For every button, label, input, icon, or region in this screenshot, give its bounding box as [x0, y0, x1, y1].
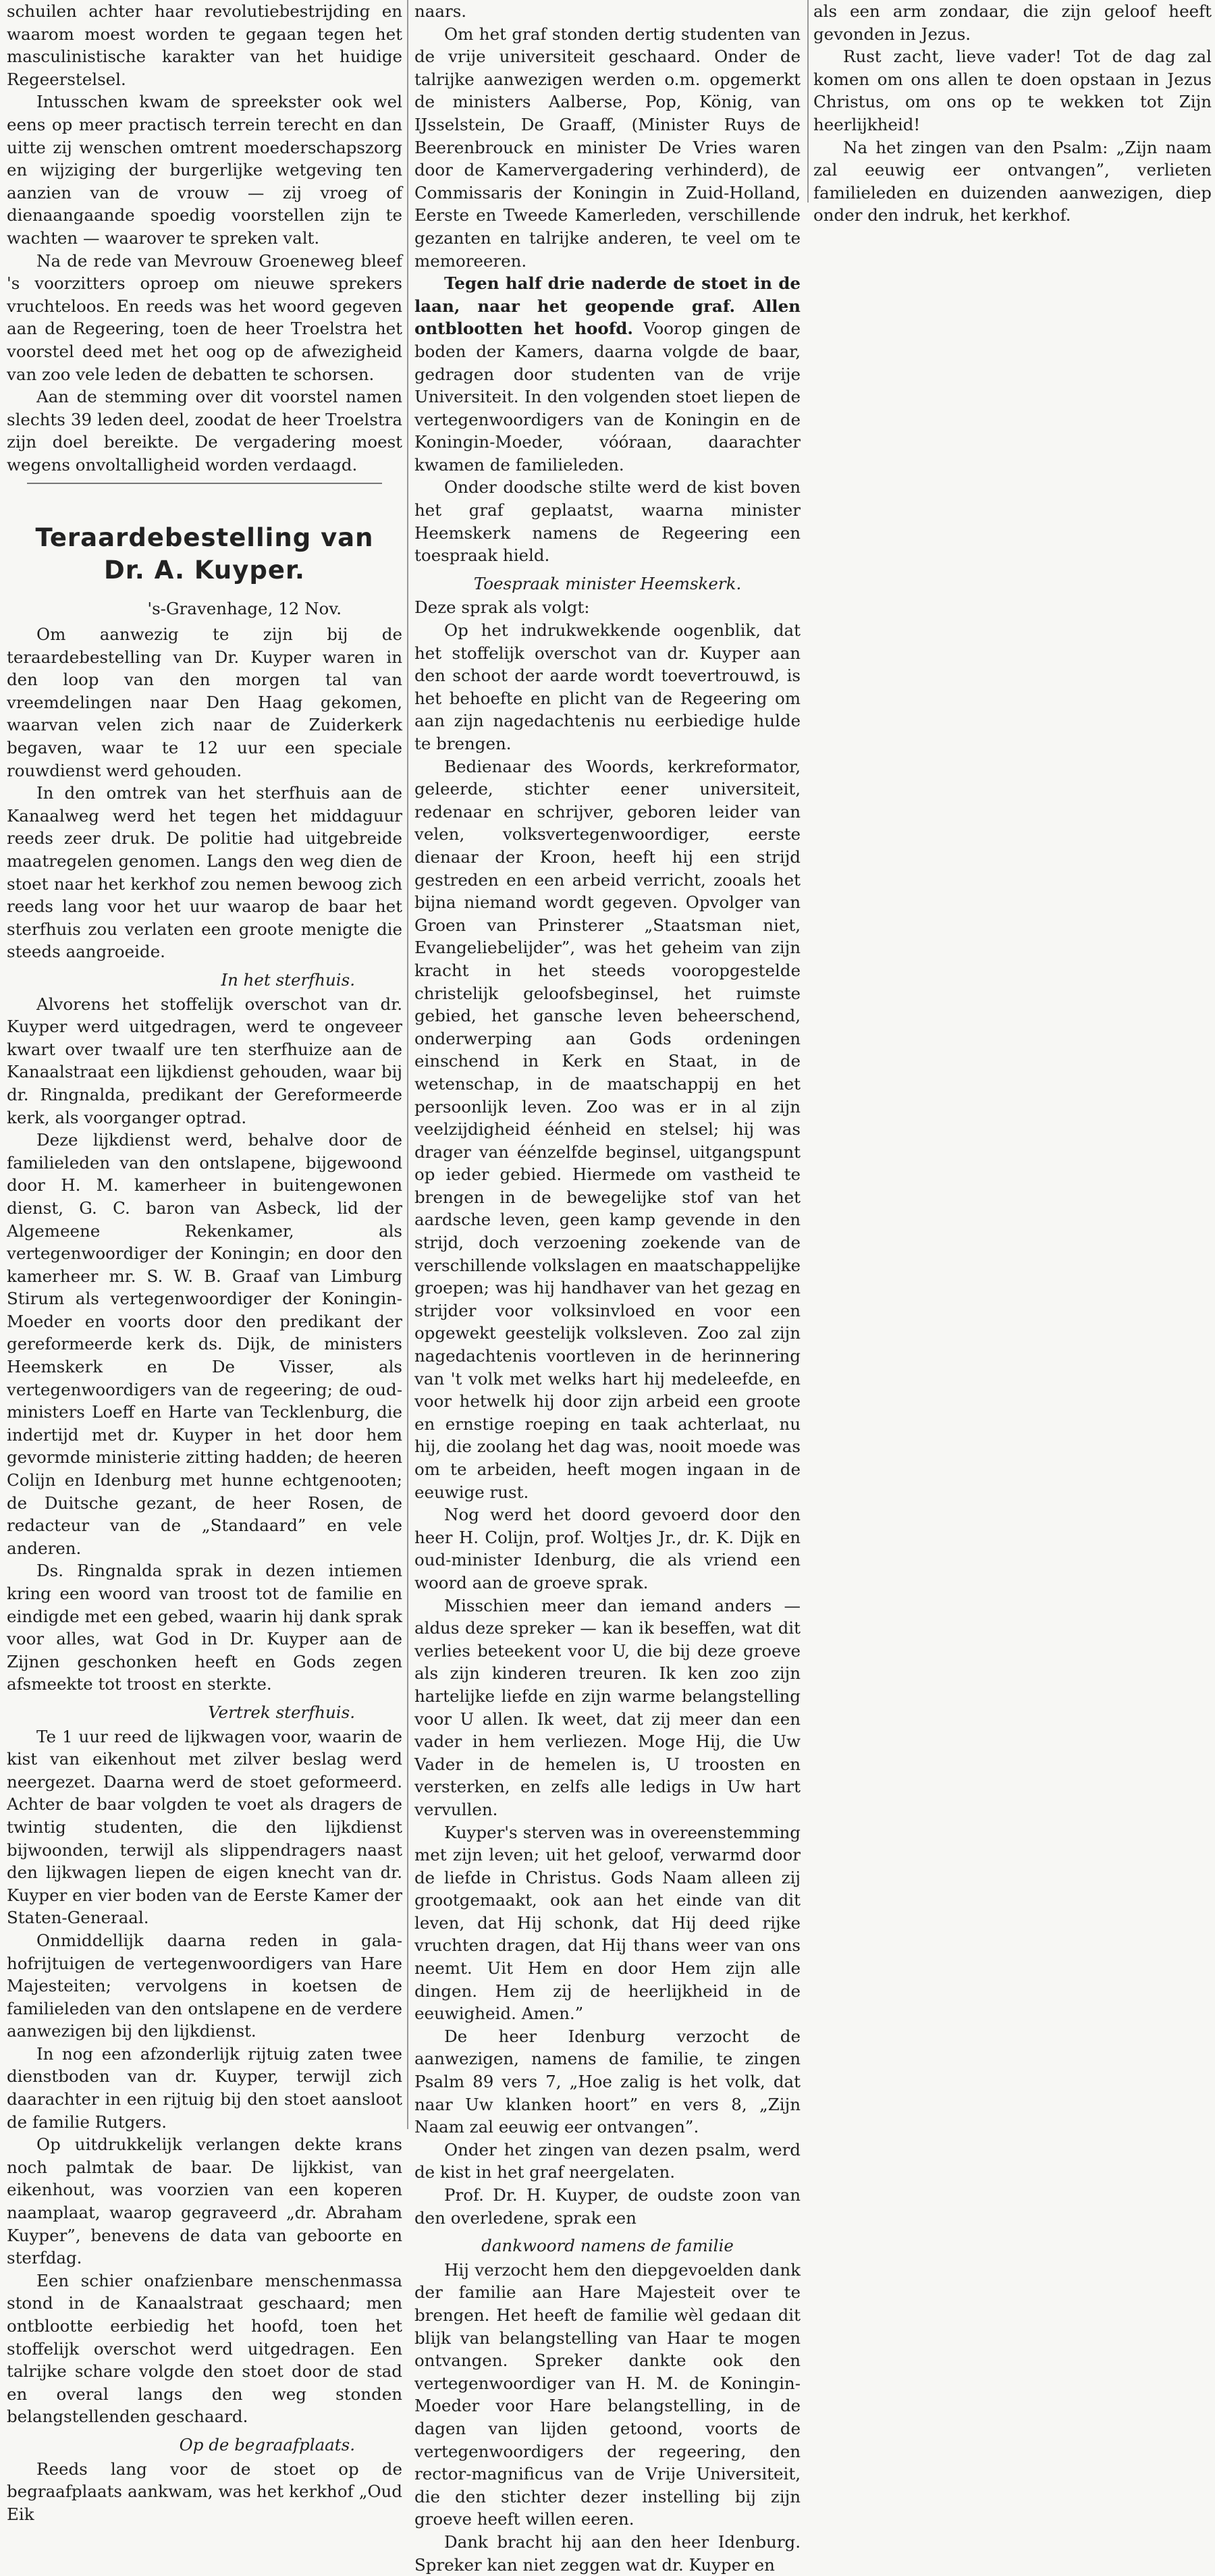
article-headline: [7, 522, 402, 587]
subheading: In het sterfhuis.: [221, 969, 355, 990]
paragraph: Na het zingen van den Psalm: „Zijn naam zal eeuwig eer ontvangen”, verlieten familieleden en duizenden aanwezigen, diep onder den indruk, het kerkhof.: [813, 137, 1212, 225]
subheading: Vertrek sterfhuis.: [208, 1702, 355, 1722]
paragraph: Hij verzocht hem den diepgevoelden dank der familie aan Hare Majesteit over te brengen. Het heeft de familie wèl gedaan dit blijk van belangstelling van Haar te mogen ontvangen. Spreker dankte ook den vertegenwoordiger van H. M. de Koningin-Moeder voor Hare belangstelling, in de dagen van lijden getoond, voorts de vertegenwoordigers der regeering, den rector-magnificus van de Vrije Universiteit, die den stichter dezer instelling bij zijn groeve heeft willen eeren.: [414, 2259, 801, 2529]
paragraph: Deze sprak als volgt:: [414, 597, 590, 618]
column-rule: [807, 0, 809, 203]
paragraph: Misschien meer dan iemand anders — aldus deze spreker — kan ik beseffen, wat dit verlies beteekent voor U, die bij deze groeve als zijn kinderen treuren. Ik ken zoo zijn hartelijke liefde en zijn warme belangstelling voor U allen. Ik weet, dat zij meer dan een vader in hem verliezen. Moge Hij, die Uw Vader in de hemelen is, U troosten en versterken, en zelfs alle ledigs in Uw hart vervullen.: [414, 1595, 801, 1819]
paragraph: Op het indrukwekkende oogenblik, dat het stoffelijk overschot van dr. Kuyper aan den schoot der aarde wordt toevertrouwd, is het behoefte en plicht van de Regeering om aan zijn nagedachtenis nu eerbiedige hulde te brengen.: [414, 620, 801, 753]
paragraph: schuilen achter haar revolutiebestrijding en waarom moest worden te gegaan tegen het masculinistische karakter van het huidige Regeerstelsel.: [7, 1, 402, 89]
paragraph: De heer Idenburg verzocht de aanwezigen, namens de familie, te zingen Psalm 89 vers 7, „Hoe zalig is het volk, dat naar Uw klanken hoort” en vers 8, „Zijn Naam zal eeuwig eer ontvangen”.: [414, 2026, 801, 2137]
dateline: 's-Gravenhage, 12 Nov.: [147, 599, 342, 619]
paragraph: Aan de stemming over dit voorstel namen slechts 39 leden deel, zoodat de heer Troelstra zijn doel bereikte. De vergadering moest wegens onvoltalligheid worden verdaagd.: [7, 387, 402, 475]
paragraph: Kuyper's sterven was in overeenstemming met zijn leven; uit het geloof, verwarmd door de liefde in Christus. Gods Naam alleen zij grootgemaakt, ook aan het einde van dit leven, dat Hij schonk, dat Hij deed rijke vruchten dragen, dat Hij thans weer van ons neemt. Uit Hem en door Hem zijn alle dingen. Hem zij de heerlijkheid in de eeuwigheid. Amen.”: [414, 1822, 801, 2024]
paragraph: Dank bracht hij aan den heer Idenburg. Spreker kan niet zeggen wat dr. Kuyper en: [414, 2531, 801, 2575]
paragraph: Een schier onafzienbare menschenmassa stond in de Kanaalstraat geschaard; men ontblootte eerbiedig het hoofd, toen het stoffelijk overschot werd uitgedragen. Een talrijke schare volgde den stoet door de stad en overal langs den weg stonden belangstellenden geschaard.: [7, 2270, 402, 2427]
column-3: [813, 0, 1212, 227]
divider: [27, 483, 382, 484]
paragraph: Reeds lang voor de stoet op de begraafplaats aankwam, was het kerkhof „Oud Eik: [7, 2459, 402, 2524]
bold-lead: Tegen half drie naderde de stoet in de laan, naar het geopende graf. Allen ontblootten het hoofd.: [414, 273, 801, 339]
column-2: [414, 0, 801, 2576]
paragraph: Om het graf stonden dertig studenten van de vrije universiteit geschaard. Onder de talrijke aanwezigen werden o.m. opgemerkt de ministers Aalberse, Pop, König, van IJsselstein, De Graaff, (Minister Ruys de Beerenbrouck en minister De Vries waren door de Kamervergadering verhinderd), de Commissaris der Koningin in Zuid-Holland, Eerste en Tweede Kamerleden, verschillende gezanten en talrijke anderen, te veel om te memoreeren.: [414, 24, 801, 271]
paragraph: Deze lijkdienst werd, behalve door de familieleden van den ontslapene, bijgewoond door H. M. kamerheer in buitengewonen dienst, G. C. baron van Asbeck, lid der Algemeene Rekenkamer, als vertegenwoordiger der Koningin; en door den kamerheer mr. S. W. B. Graaf van Limburg Stirum als vertegenwoordiger der Koningin-Moeder en voorts door den predikant der gereformeerde kerk ds. Dijk, de ministers Heemskerk en De Visser, als vertegenwoordigers van de regeering; de oud-ministers Loeff en Harte van Tecklenburg, die indertijd met dr. Kuyper in het door hem gevormde ministerie zitting hadden; de heeren Colijn en Idenburg met hunne echtgenooten; de Duitsche gezant, de heer Rosen, de redacteur van de „Standaard” en vele anderen.: [7, 1130, 402, 1558]
paragraph: als een arm zondaar, die zijn geloof heeft gevonden in Jezus.: [813, 1, 1212, 44]
paragraph: Onmiddellijk daarna reden in gala-hofrijtuigen de vertegenwoordigers van Hare Majesteiten; vervolgens in koetsen de familieleden van den ontslapene en de verdere aanwezigen bij den lijkdienst.: [7, 1930, 402, 2041]
headline-line: Dr. A. Kuyper.: [104, 556, 305, 585]
paragraph: Alvorens het stoffelijk overschot van dr. Kuyper werd uitgedragen, werd te ongeveer kwart over twaalf ure ten sterfhuize aan de Kanaalstraat een lijkdienst gehouden, waar bij dr. Ringnalda, predikant der Gereformeerde kerk, als voorganger optrad.: [7, 994, 402, 1127]
paragraph-tail: Voorop gingen de boden der Kamers, daarna volgde de baar, gedragen door studenten van de vrije Universiteit. In den volgenden stoet liepen de vertegenwoordigers van de Koningin en de Koningin-Moeder, vóóraan, daarachter kwamen de familieleden.: [414, 319, 801, 475]
paragraph: Onder doodsche stilte werd de kist boven het graf geplaatst, waarna minister Heemskerk namens de Regeering een toespraak hield.: [414, 477, 801, 566]
headline-line: Teraardebestelling van: [35, 523, 374, 553]
paragraph: [414, 272, 801, 476]
paragraph: Te 1 uur reed de lijkwagen voor, waarin de kist van eikenhout met zilver beslag werd neergezet. Daarna werd de stoet geformeerd. Achter de baar volgden te voet als dragers de twintig studenten, die den lijkdienst bijwoonden, terwijl als slippendragers naast den lijkwagen liepen de eigen knecht van dr. Kuyper en vier boden van de Eerste Kamer der Staten-Generaal.: [7, 1726, 402, 1928]
paragraph: In den omtrek van het sterfhuis aan de Kanaalweg werd het tegen het middaguur reeds zeer druk. De politie had uitgebreide maatregelen genomen. Langs den weg dien de stoet naar het kerkhof zou nemen bewoog zich reeds lang voor het uur waarop de baar het sterfhuis zou verlaten een groote menigte die steeds aangroeide.: [7, 783, 402, 962]
paragraph: Op uitdrukkelijk verlangen dekte krans noch palmtak de baar. De lijkkist, van eikenhout, was voorzien van een koperen naamplaat, waarop gegraveerd „dr. Abraham Kuyper”, benevens de data van geboorte en sterfdag.: [7, 2135, 402, 2268]
paragraph: Prof. Dr. H. Kuyper, de oudste zoon van den overledene, sprak een: [414, 2185, 801, 2228]
paragraph: Intusschen kwam de spreekster ook wel eens op meer practisch terrein terecht en dan uitte zij wenschen omtrent moederschapszorg en wijziging der burgerlijke wetgeving ten aanzien van de vrouw — zij vroeg of dienaangaande spoedig voorstellen zijn te wachten — waarover te spreken valt.: [7, 92, 402, 248]
paragraph: Rust zacht, lieve vader! Tot de dag zal komen om ons allen te doen opstaan in Jezus Christus, om ons op te wekken tot Zijn heerlijkheid!: [813, 47, 1212, 134]
paragraph: Onder het zingen van dezen psalm, werd de kist in het graf neergelaten.: [414, 2139, 801, 2182]
subheading: dankwoord namens de familie: [481, 2236, 734, 2256]
paragraph: naars.: [414, 1, 467, 21]
subheading: Op de begraafplaats.: [179, 2434, 355, 2454]
paragraph: Om aanwezig te zijn bij de teraardebestelling van Dr. Kuyper waren in den loop van den morgen tal van vreemdelingen naar Den Haag gekomen, waarvan velen zich naar de Zuiderkerk begaven, waar te 12 uur een speciale rouwdienst werd gehouden.: [7, 624, 402, 780]
column-1: [7, 0, 402, 2525]
subheading: Toespraak minister Heemskerk.: [473, 573, 742, 593]
column-rule: [407, 0, 408, 2129]
paragraph: Nog werd het doord gevoerd door den heer H. Colijn, prof. Woltjes Jr., dr. K. Dijk en oud-minister Idenburg, die als vriend een woord aan de groeve sprak.: [414, 1505, 801, 1592]
paragraph: Bedienaar des Woords, kerkreformator, geleerde, stichter eener universiteit, redenaar en schrijver, geboren leider van velen, volksvertegenwoordiger, eerste dienaar der Kroon, heeft hij een strijd gestreden en een arbeid verricht, zooals het bijna niemand wordt gegeven. Opvolger van Groen van Prinsterer „Staatsman niet, Evangeliebelijder”, was het geheim van zijn kracht in het steeds vooropgestelde christelijk geloofsbeginsel, het ruimste gebied, het gansche leven beheerschend, onderwerping aan Gods ordeningen einschend in Kerk en Staat, in de wetenschap, in de maatschappij en het persoonlijk leven. Zoo was er in al zijn veelzijdigheid éénheid en stelsel; hij was drager van éénzelfde beginsel, uitgangspunt op ieder gebied. Hiermede om vastheid te brengen in de bewegelijke stof van het aardsche leven, geen kamp gevende in den strijd, doch verzoening zoekende van de verschillende volkslagen en maatschappelijke groepen; was hij handhaver van het gezag en strijder voor volksinvloed en voor een opgewekt geestelijk volksleven. Zoo zal zijn nagedachtenis voortleven in de herinnering van 't volk met welks hart hij medeleefde, en voor hetwelk hij door zijn arbeid een groote en ernstige roeping en taak achterlaat, nu hij, die zoolang het dag was, nooit moede was om te arbeiden, heeft mogen ingaan in de eeuwige rust.: [414, 756, 801, 1502]
paragraph: Na de rede van Mevrouw Groeneweg bleef 's voorzitters oproep om nieuwe sprekers vruchteloos. En reeds was het woord gegeven aan de Regeering, toen de heer Troelstra het voorstel deed met het oog op de afwezigheid van zoo vele leden de debatten te schorsen.: [7, 250, 402, 384]
paragraph: In nog een afzonderlijk rijtuig zaten twee dienstboden van dr. Kuyper, terwijl zich daarachter in een rijtuig bij den stoet aansloot de familie Rutgers.: [7, 2043, 402, 2132]
paragraph: Ds. Ringnalda sprak in dezen intiemen kring een woord van troost tot de familie en eindigde met een gebed, waarin hij dank sprak voor alles, wat God in Dr. Kuyper aan de Zijnen geschonken heeft en Gods zegen afsmeekte tot troost en sterkte.: [7, 1561, 402, 1694]
